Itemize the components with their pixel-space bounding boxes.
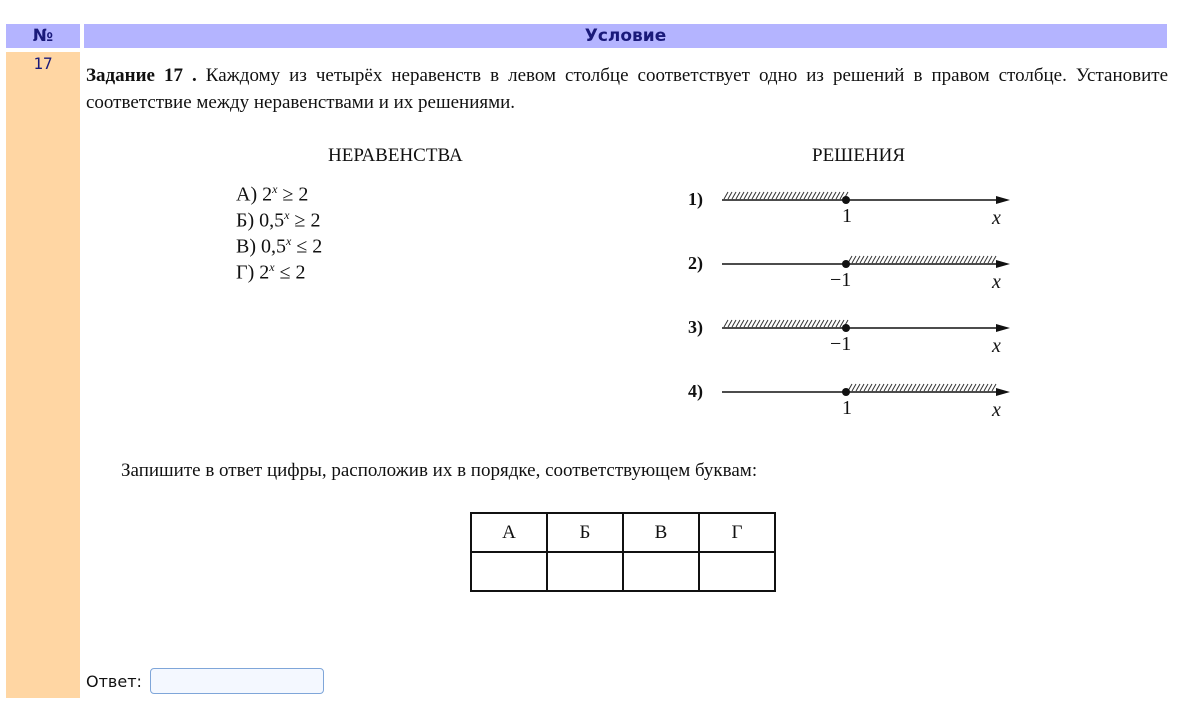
shading-hatch	[908, 384, 912, 391]
answer-table-value-c	[623, 552, 699, 591]
shading-hatch	[808, 320, 812, 327]
inequality-letter: В)	[236, 235, 256, 258]
answer-input[interactable]	[150, 668, 324, 694]
shading-hatch	[972, 256, 976, 263]
shading-hatch	[836, 192, 840, 199]
shading-hatch	[772, 192, 776, 199]
solution-label: 1)	[688, 189, 703, 209]
shading-hatch	[956, 256, 960, 263]
shading-hatch	[860, 384, 864, 391]
inequality-base: 2	[259, 261, 270, 284]
shading-hatch	[732, 192, 736, 199]
arrow-head-icon	[996, 388, 1010, 396]
shading-hatch	[932, 256, 936, 263]
solution-point	[842, 324, 850, 332]
answer-table-header-a: А	[471, 513, 547, 552]
shading-hatch	[776, 192, 780, 199]
shading-hatch	[764, 320, 768, 327]
shading-hatch	[884, 256, 888, 263]
shading-hatch	[776, 320, 780, 327]
shading-hatch	[724, 320, 728, 327]
shading-hatch	[820, 192, 824, 199]
shading-hatch	[856, 256, 860, 263]
point-label: −1	[830, 269, 852, 291]
shading-hatch	[928, 384, 932, 391]
answer-table-header-row	[471, 513, 775, 552]
shading-hatch	[792, 320, 796, 327]
shading-hatch	[768, 320, 772, 327]
inequality-base: 2	[262, 183, 273, 206]
solution-label: 4)	[688, 381, 703, 401]
shading-hatch	[828, 192, 832, 199]
shading-hatch	[736, 320, 740, 327]
shading-hatch	[824, 192, 828, 199]
shading-hatch	[928, 256, 932, 263]
shading-hatch	[980, 256, 984, 263]
shading-hatch	[760, 320, 764, 327]
shading-hatch	[920, 256, 924, 263]
arrow-head-icon	[996, 324, 1010, 332]
shading-hatch	[860, 256, 864, 263]
shading-hatch	[756, 320, 760, 327]
shading-hatch	[944, 256, 948, 263]
shading-hatch	[976, 384, 980, 391]
shading-hatch	[804, 192, 808, 199]
shading-hatch	[760, 192, 764, 199]
shading-hatch	[976, 256, 980, 263]
inequality-exponent: x	[272, 182, 278, 196]
shading-hatch	[872, 256, 876, 263]
shading-hatch	[728, 192, 732, 199]
shading-hatch	[748, 320, 752, 327]
shading-hatch	[984, 384, 988, 391]
shading-hatch	[900, 384, 904, 391]
shading-hatch	[808, 192, 812, 199]
shading-hatch	[756, 192, 760, 199]
column-header-condition: Условие	[84, 24, 1167, 48]
shading-hatch	[856, 384, 860, 391]
shading-hatch	[852, 256, 856, 263]
shading-hatch	[880, 256, 884, 263]
point-label: −1	[830, 333, 852, 355]
shading-hatch	[988, 256, 992, 263]
shading-hatch	[852, 384, 856, 391]
inequality-letter: Б)	[236, 209, 255, 232]
shading-hatch	[868, 256, 872, 263]
answer-table-value-b	[547, 552, 623, 591]
axis-label: x	[992, 399, 1001, 421]
shading-hatch	[792, 192, 796, 199]
shading-hatch	[908, 256, 912, 263]
shading-hatch	[736, 192, 740, 199]
solutions-number-lines	[680, 180, 1020, 430]
shading-hatch	[884, 384, 888, 391]
shading-hatch	[772, 320, 776, 327]
solution-point	[842, 260, 850, 268]
shading-hatch	[812, 320, 816, 327]
shading-hatch	[744, 192, 748, 199]
shading-hatch	[796, 320, 800, 327]
shading-hatch	[936, 256, 940, 263]
solution-label: 2)	[688, 253, 703, 273]
inequalities-title: НЕРАВЕНСТВА	[328, 145, 463, 166]
inequality-c	[236, 234, 322, 259]
shading-hatch	[952, 256, 956, 263]
solution-point	[842, 196, 850, 204]
task-number: 17	[33, 54, 53, 73]
shading-hatch	[916, 384, 920, 391]
inequality-relation: ≥ 2	[294, 209, 321, 232]
shading-hatch	[904, 256, 908, 263]
shading-hatch	[832, 192, 836, 199]
shading-hatch	[748, 192, 752, 199]
shading-hatch	[744, 320, 748, 327]
shading-hatch	[880, 384, 884, 391]
shading-hatch	[784, 192, 788, 199]
shading-hatch	[872, 384, 876, 391]
task-text: Каждому из четырёх неравенств в левом столбце соответствует одно из решений в правом столбце. Установите соответствие между неравенствами и их решениями.	[86, 65, 1169, 113]
solution-label: 3)	[688, 317, 703, 337]
inequality-letter: А)	[236, 183, 258, 206]
shading-hatch	[740, 320, 744, 327]
shading-hatch	[768, 192, 772, 199]
shading-hatch	[836, 320, 840, 327]
answer-table	[470, 512, 776, 592]
shading-hatch	[876, 384, 880, 391]
shading-hatch	[864, 384, 868, 391]
answer-table-header-c: В	[623, 513, 699, 552]
shading-hatch	[960, 384, 964, 391]
shading-hatch	[816, 320, 820, 327]
solutions-title: РЕШЕНИЯ	[812, 145, 906, 166]
shading-hatch	[992, 384, 996, 391]
inequality-relation: ≥ 2	[282, 183, 309, 206]
inequality-base: 0,5	[261, 235, 286, 258]
inequality-b	[236, 208, 320, 233]
axis-label: x	[992, 207, 1001, 229]
answer-table-value-a	[471, 552, 547, 591]
shading-hatch	[896, 384, 900, 391]
inequality-exponent: x	[286, 234, 292, 248]
shading-hatch	[816, 192, 820, 199]
shading-hatch	[916, 256, 920, 263]
answer-label: Ответ:	[86, 672, 142, 691]
shading-hatch	[804, 320, 808, 327]
shading-hatch	[964, 384, 968, 391]
answer-table-value-row	[471, 552, 775, 591]
shading-hatch	[932, 384, 936, 391]
column-header-number: №	[6, 24, 80, 48]
shading-hatch	[984, 256, 988, 263]
shading-hatch	[924, 256, 928, 263]
inequality-relation: ≤ 2	[296, 235, 323, 258]
shading-hatch	[948, 384, 952, 391]
shading-hatch	[800, 192, 804, 199]
shading-hatch	[724, 192, 728, 199]
shading-hatch	[920, 384, 924, 391]
shading-hatch	[796, 192, 800, 199]
shading-hatch	[936, 384, 940, 391]
shading-hatch	[924, 384, 928, 391]
answer-table-header-d: Г	[699, 513, 775, 552]
shading-hatch	[824, 320, 828, 327]
shading-hatch	[780, 192, 784, 199]
inequality-letter: Г)	[236, 261, 255, 284]
shading-hatch	[912, 256, 916, 263]
shading-hatch	[988, 384, 992, 391]
shading-hatch	[956, 384, 960, 391]
task-statement	[86, 62, 1168, 116]
point-label: 1	[842, 205, 852, 227]
shading-hatch	[888, 384, 892, 391]
shading-hatch	[868, 384, 872, 391]
inequality-d	[236, 260, 306, 285]
shading-hatch	[944, 384, 948, 391]
answer-table-value-d	[699, 552, 775, 591]
shading-hatch	[992, 256, 996, 263]
shading-hatch	[780, 320, 784, 327]
shading-hatch	[900, 256, 904, 263]
shading-hatch	[968, 384, 972, 391]
shading-hatch	[820, 320, 824, 327]
shading-hatch	[752, 192, 756, 199]
shading-hatch	[968, 256, 972, 263]
shading-hatch	[892, 384, 896, 391]
shading-hatch	[876, 256, 880, 263]
shading-hatch	[728, 320, 732, 327]
shading-hatch	[828, 320, 832, 327]
shading-hatch	[800, 320, 804, 327]
shading-hatch	[752, 320, 756, 327]
shading-hatch	[864, 256, 868, 263]
shading-hatch	[960, 256, 964, 263]
shading-hatch	[740, 192, 744, 199]
shading-hatch	[892, 256, 896, 263]
shading-hatch	[964, 256, 968, 263]
shading-hatch	[788, 320, 792, 327]
shading-hatch	[812, 192, 816, 199]
inequality-exponent: x	[269, 260, 275, 274]
shading-hatch	[896, 256, 900, 263]
shading-hatch	[788, 192, 792, 199]
arrow-head-icon	[996, 260, 1010, 268]
inequality-base: 0,5	[259, 209, 285, 232]
shading-hatch	[912, 384, 916, 391]
shading-hatch	[972, 384, 976, 391]
shading-hatch	[904, 384, 908, 391]
shading-hatch	[952, 384, 956, 391]
shading-hatch	[784, 320, 788, 327]
shading-hatch	[980, 384, 984, 391]
shading-hatch	[948, 256, 952, 263]
point-label: 1	[842, 397, 852, 419]
shading-hatch	[832, 320, 836, 327]
solution-point	[842, 388, 850, 396]
shading-hatch	[888, 256, 892, 263]
shading-hatch	[732, 320, 736, 327]
task-number-cell	[6, 52, 80, 698]
axis-label: x	[992, 271, 1001, 293]
instruction-text: Запишите в ответ цифры, расположив их в порядке, соответствующем буквам:	[121, 460, 758, 481]
shading-hatch	[940, 256, 944, 263]
task-title: Задание 17 .	[86, 65, 197, 86]
inequality-exponent: x	[284, 208, 290, 222]
arrow-head-icon	[996, 196, 1010, 204]
inequality-a	[236, 182, 308, 207]
answer-table-header-b: Б	[547, 513, 623, 552]
shading-hatch	[940, 384, 944, 391]
axis-label: x	[992, 335, 1001, 357]
inequality-relation: ≤ 2	[279, 261, 306, 284]
shading-hatch	[764, 192, 768, 199]
